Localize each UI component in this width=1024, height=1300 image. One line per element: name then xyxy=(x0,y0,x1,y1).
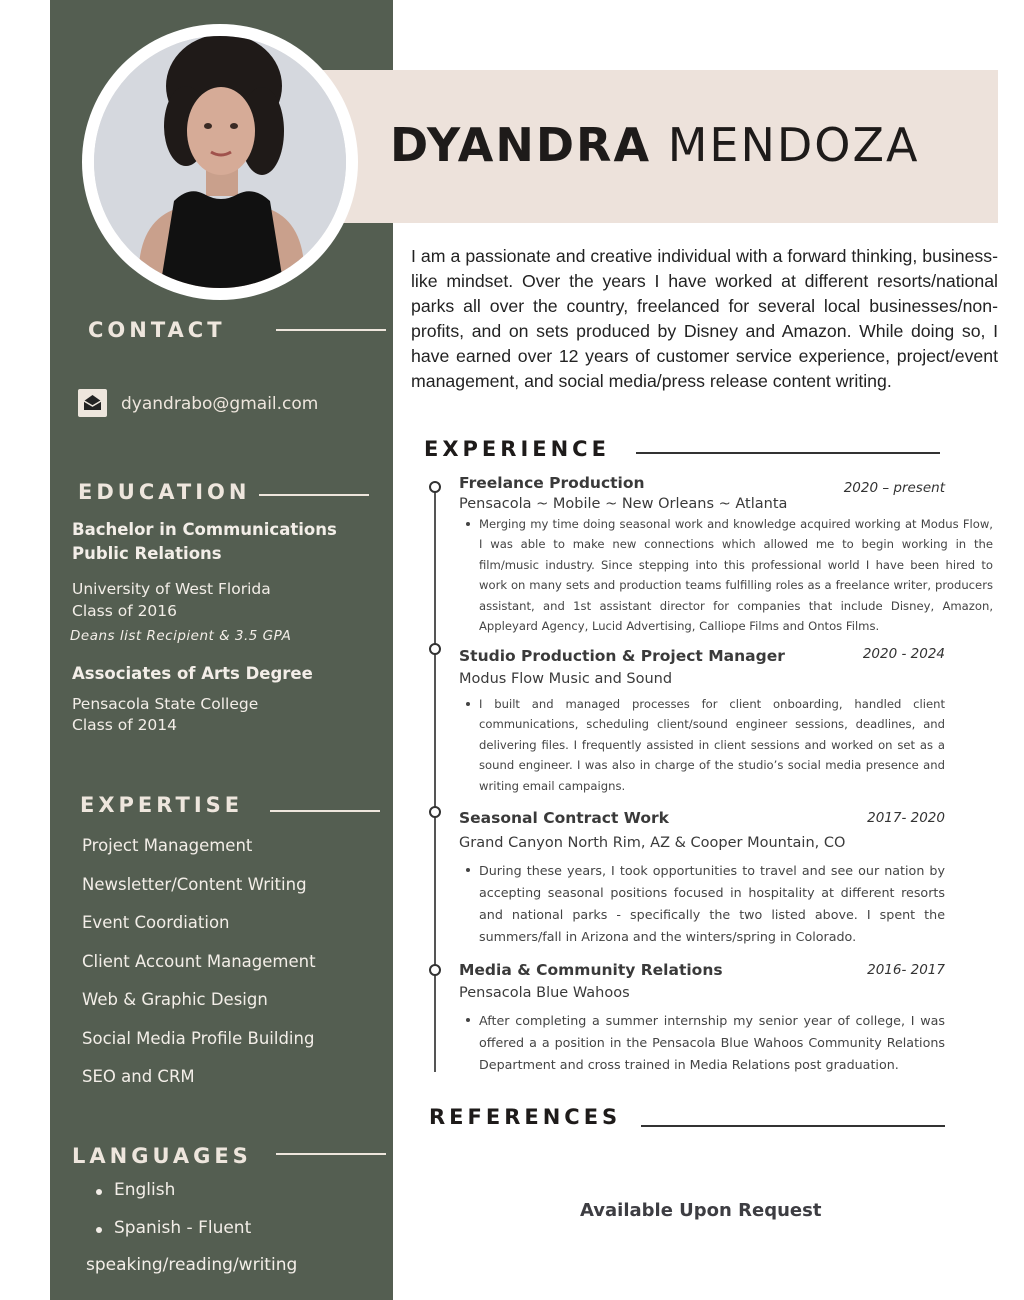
language-item xyxy=(96,1180,175,1200)
first-name: DYANDRA xyxy=(390,118,652,172)
references-rule xyxy=(641,1125,945,1127)
job-title: Freelance Production xyxy=(459,474,645,492)
job-title: Studio Production & Project Manager xyxy=(459,647,785,665)
skill-item: Event Coordiation xyxy=(82,913,230,932)
job-description: After completing a summer internship my senior year of college, I was offered a a position in the Pensacola Blue Wahoos Community Relations Department and cross trained in Media Relations post graduation. xyxy=(479,1010,945,1076)
skill-item: Newsletter/Content Writing xyxy=(82,875,307,894)
job-date: 2020 - 2024 xyxy=(862,646,945,662)
resume-name xyxy=(390,118,919,172)
envelope-icon xyxy=(78,389,107,417)
job-title: Media & Community Relations xyxy=(459,961,723,979)
honors-1: Deans list Recipient & 3.5 GPA xyxy=(70,628,292,644)
languages-rule xyxy=(276,1153,386,1155)
portrait-illustration xyxy=(94,36,346,288)
class-1: Class of 2016 xyxy=(72,602,178,620)
skill-item: Project Management xyxy=(82,836,253,855)
timeline-dot xyxy=(429,481,441,493)
email-link[interactable]: dyandrabo@gmail.com xyxy=(121,394,319,414)
job-date: 2020 – present xyxy=(843,480,945,496)
experience-heading: EXPERIENCE xyxy=(424,437,610,461)
job-description: Merging my time doing seasonal work and knowledge acquired working at Modus Flow, I was able to make new connections which allowed me to begin working in the film/music industry. Since stepping into this professional world I have been hired to work on many sets and production teams fulfilling roles as a freelance writer, producers assistant, and 1st assistant director for companies that include Disney, Amazon, Appleyard Agency, Lucid Advertising, Calliope Films and Ontos Films. xyxy=(479,514,993,636)
job-description: I built and managed processes for client onboarding, handled client communications, scheduling client/sound engineer sessions, deadlines, and delivering files. I frequently assisted in client sessions and worked on set as a sound engineer. I was also in charge of the studio’s social media presence and writing email campaigns. xyxy=(479,694,945,796)
timeline-dot xyxy=(429,806,441,818)
job-place: Pensacola Blue Wahoos xyxy=(459,985,630,1001)
skill-item: Social Media Profile Building xyxy=(82,1029,315,1048)
job-description: During these years, I took opportunities to travel and see our nation by accepting seasonal positions focused in hospitality at different resorts and national parks - specifically the two listed above. I spent the summers/fall in Arizona and the winters/spring in Colorado. xyxy=(479,860,945,948)
language-label: Spanish - Fluent xyxy=(114,1218,252,1238)
education-rule xyxy=(259,494,369,496)
references-note: Available Upon Request xyxy=(580,1200,822,1221)
skill-item: Client Account Management xyxy=(82,952,316,971)
class-2: Class of 2014 xyxy=(72,716,178,734)
skill-item: Web & Graphic Design xyxy=(82,990,268,1009)
references-heading: REFERENCES xyxy=(429,1105,622,1129)
last-name: MENDOZA xyxy=(667,118,920,172)
language-label: English xyxy=(114,1180,176,1200)
profile-summary: I am a passionate and creative individual with a forward thinking, business-like mindset. Over the years I have worked at different resorts/national parks all over the country, freelanced for several local businesses/non-profits, and on sets produced by Disney and Amazon. While doing so, I have earned over 12 years of customer service experience, project/event management, and social media/press release content writing. xyxy=(411,246,998,391)
job-place: Pensacola ~ Mobile ~ New Orleans ~ Atlanta xyxy=(459,496,788,512)
contact-heading: CONTACT xyxy=(88,318,226,342)
expertise-rule xyxy=(270,810,380,812)
expertise-heading: EXPERTISE xyxy=(80,793,244,817)
degree-1-line-2: Public Relations xyxy=(72,544,222,563)
job-title: Seasonal Contract Work xyxy=(459,809,669,827)
timeline-line xyxy=(434,490,436,1072)
job-date: 2016- 2017 xyxy=(867,962,945,978)
education-heading: EDUCATION xyxy=(78,480,251,504)
job-date: 2017- 2020 xyxy=(867,810,945,826)
school-2: Pensacola State College xyxy=(72,695,259,713)
job-place: Grand Canyon North Rim, AZ & Cooper Mountain, CO xyxy=(459,835,846,851)
language-item xyxy=(96,1218,251,1238)
skill-item: SEO and CRM xyxy=(82,1067,195,1086)
school-1: University of West Florida xyxy=(72,580,271,598)
timeline-dot xyxy=(429,643,441,655)
job-place: Modus Flow Music and Sound xyxy=(459,671,673,687)
degree-1-line-1: Bachelor in Communications xyxy=(72,520,337,539)
experience-rule xyxy=(636,452,940,454)
languages-heading: LANGUAGES xyxy=(72,1144,252,1168)
timeline-dot xyxy=(429,964,441,976)
portrait-photo xyxy=(94,36,346,288)
language-note: speaking/reading/writing xyxy=(86,1255,298,1275)
degree-2: Associates of Arts Degree xyxy=(72,664,313,683)
contact-rule xyxy=(276,329,386,331)
